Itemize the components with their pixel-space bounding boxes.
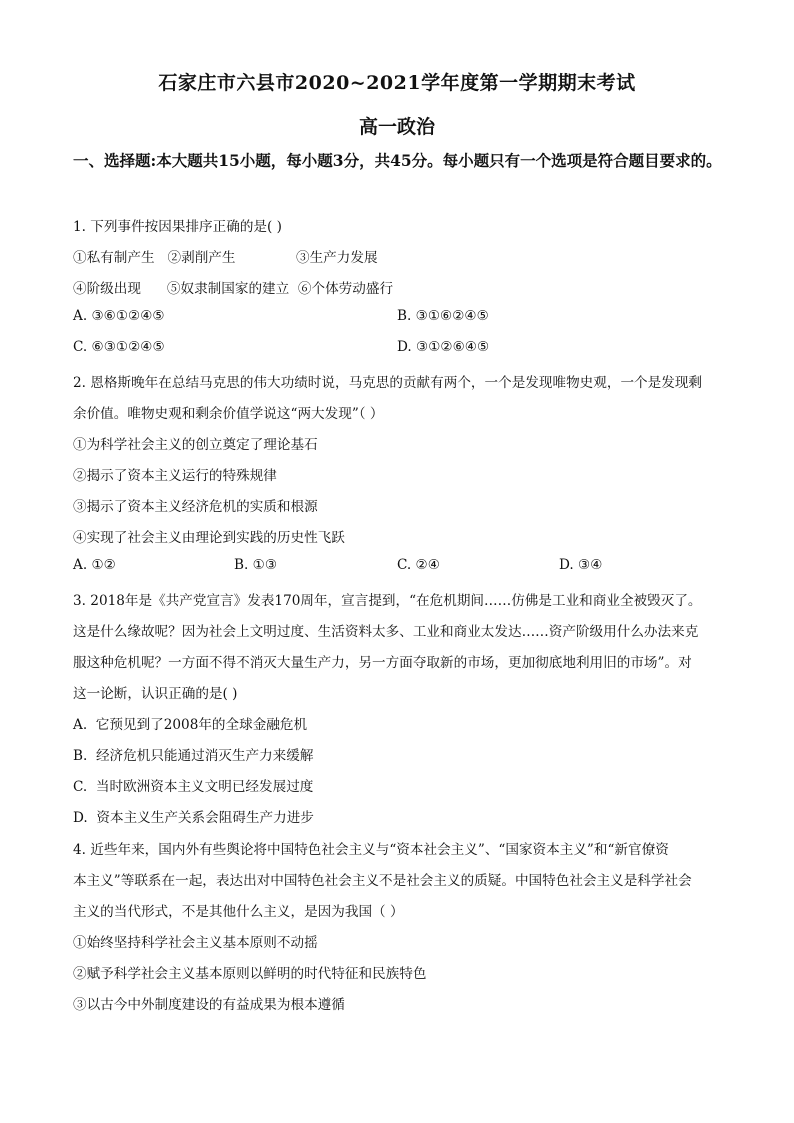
q2-stem-line1: 2. 恩格斯晚年在总结马克思的伟大功绩时说，马克思的贡献有两个，一个是发现唯物史观，一个是发现剩 [73, 375, 703, 391]
q3-option-a: A. 它预见到了2008年的全球金融危机 [73, 717, 308, 733]
q2-stem-line2: 余价值。唯物史观和剩余价值学说这“两大发现”（ ） [73, 406, 384, 422]
q4-stem-line2: 本主义”等联系在一起，表达出对中国特色社会主义不是社会主义的质疑。中国特色社会主义是科学社会 [73, 873, 692, 889]
q3-option-b: B. 经济危机只能通过消灭生产力来缓解 [73, 748, 314, 764]
q4-item-3: ③以古今中外制度建设的有益成果为根本遵循 [73, 997, 345, 1013]
section-header: 一、选择题:本大题共15小题，每小题3分，共45分。每小题只有一个选项是符合题目要求的。 [73, 151, 722, 170]
q4-stem-line1: 4. 近些年来，国内外有些舆论将中国特色社会主义与“资本社会主义”、“国家资本主义”和“新官僚资 [73, 842, 669, 858]
q2-option-d: D. ③④ [559, 557, 603, 573]
q2-item-1: ①为科学社会主义的创立奠定了理论基石 [73, 437, 318, 453]
q1-stem: 1. 下列事件按因果排序正确的是( ) [73, 219, 282, 235]
q3-option-c: C. 当时欧洲资本主义文明已经发展过度 [73, 779, 314, 795]
exam-title: 石家庄市六县市2020~2021学年度第一学期期末考试 [158, 72, 636, 94]
q1-option-d: D. ③①②⑥④⑤ [397, 339, 490, 355]
q4-item-2: ②赋予科学社会主义基本原则以鲜明的时代特征和民族特色 [73, 966, 427, 982]
q2-option-b: B. ①③ [234, 557, 278, 573]
q2-option-c: C. ②④ [397, 557, 440, 573]
q3-stem-line4: 这一论断，认识正确的是( ) [73, 686, 238, 702]
q1-option-c: C. ⑥③①②④⑤ [73, 339, 165, 355]
q1-option-b: B. ③①⑥②④⑤ [397, 308, 489, 324]
q1-items-line1: ①私有制产生 ②剥削产生 ③生产力发展 [73, 250, 378, 266]
q2-item-4: ④实现了社会主义由理论到实践的历史性飞跃 [73, 530, 345, 546]
q4-item-1: ①始终坚持科学社会主义基本原则不动摇 [73, 935, 318, 951]
q1-items-line2: ④阶级出现 ⑤奴隶制国家的建立 ⑥个体劳动盛行 [73, 281, 394, 297]
exam-subject: 高一政治 [358, 116, 435, 138]
q3-option-d: D. 资本主义生产关系会阻碍生产力进步 [73, 810, 314, 826]
q2-option-a: A. ①② [73, 557, 116, 573]
q4-stem-line3: 主义的当代形式，不是其他什么主义，是因为我国（ ） [73, 904, 404, 920]
q1-option-a: A. ③⑥①②④⑤ [73, 308, 165, 324]
q2-item-3: ③揭示了资本主义经济危机的实质和根源 [73, 499, 318, 515]
q3-stem-line3: 服这种危机呢？一方面不得不消灭大量生产力，另一方面夺取新的市场，更加彻底地利用旧的市场”。对 [73, 655, 692, 671]
q3-stem-line1: 3. 2018年是《共产党宣言》发表170周年，宣言提到，“在危机期间……仿佛是工业和商业全被毁灭了。 [73, 593, 702, 609]
q3-stem-line2: 这是什么缘故呢？因为社会上文明过度、生活资料太多、工业和商业太发达……资产阶级用什么办法来克 [73, 624, 699, 640]
q2-item-2: ②揭示了资本主义运行的特殊规律 [73, 468, 277, 484]
